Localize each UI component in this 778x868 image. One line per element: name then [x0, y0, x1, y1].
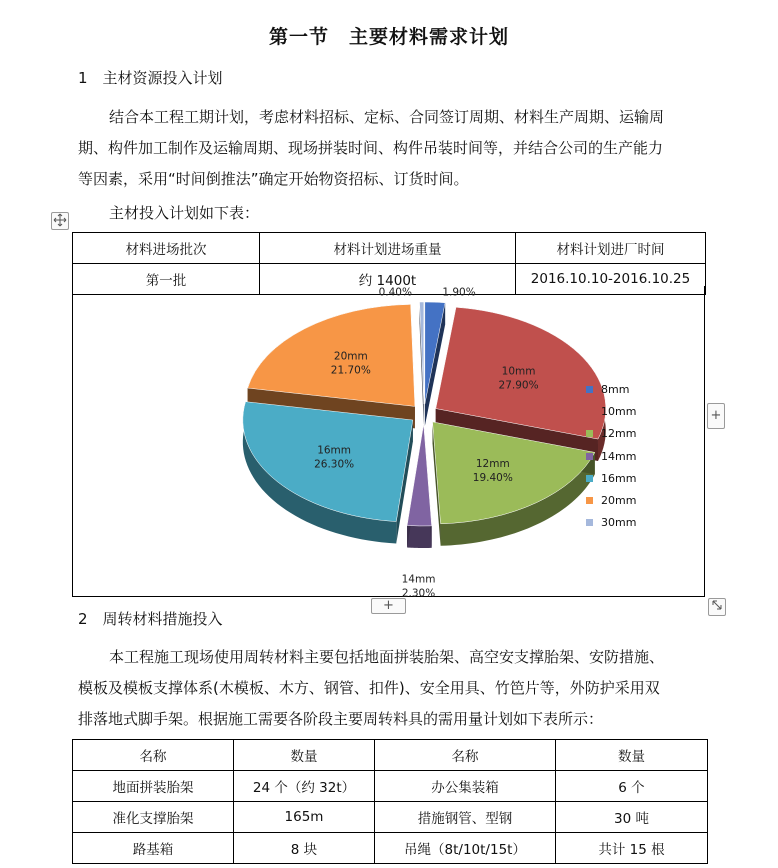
- table-cell[interactable]: 6 个: [556, 771, 708, 802]
- table-cell[interactable]: 30 吨: [556, 802, 708, 833]
- legend-label: 16mm: [601, 471, 637, 485]
- legend-swatch: [586, 386, 593, 393]
- pie-slice-16mm[interactable]: [243, 402, 413, 544]
- slice-label-category: 12mm: [475, 457, 510, 470]
- table-cell[interactable]: 第一批: [73, 264, 260, 295]
- legend-item-12mm: [586, 423, 636, 445]
- table-header-row: [73, 740, 708, 771]
- page-title: 第一节 主要材料需求计划: [268, 26, 509, 48]
- legend-swatch: [586, 453, 593, 460]
- legend-swatch: [586, 430, 593, 437]
- table-cell[interactable]: 地面拼装胎架: [73, 771, 234, 802]
- slice-label-category: 10mm: [501, 365, 536, 378]
- table-cell[interactable]: 路基箱: [73, 833, 234, 864]
- section1-line-2: 期、构件加工制作及运输周期、现场拼装时间、构件吊装时间等，并结合公司的生产能力: [78, 139, 664, 157]
- table-cell[interactable]: 准化支撑胎架: [73, 802, 234, 833]
- move-icon: [53, 213, 67, 227]
- table-header-cell[interactable]: 数量: [556, 740, 708, 771]
- legend-label: 20mm: [601, 494, 637, 508]
- table-cell[interactable]: 8 块: [234, 833, 375, 864]
- slice-label-category: 14mm: [401, 573, 436, 586]
- section1-paragraph: [78, 102, 718, 195]
- table-move-handle[interactable]: [51, 212, 69, 230]
- legend-label: 14mm: [601, 449, 637, 463]
- add-column-button[interactable]: +: [707, 403, 725, 429]
- section1-heading: 1 主材资源投入计划: [78, 69, 223, 87]
- table-header-cell[interactable]: 名称: [375, 740, 556, 771]
- legend-item-10mm: [586, 400, 636, 422]
- slice-label-value: 19.40%: [472, 471, 513, 484]
- table-header-row: [73, 233, 706, 264]
- section2-line-3: 排落地式脚手架。根据施工需要各阶段主要周转料具的需用量计划如下表所示：: [78, 710, 604, 728]
- add-row-button[interactable]: +: [371, 598, 406, 614]
- legend-item-8mm: [586, 378, 636, 400]
- table-cell[interactable]: 24 个（约 32t）: [234, 771, 375, 802]
- table-cell[interactable]: 165m: [234, 802, 375, 833]
- table-header-cell[interactable]: 材料进场批次: [73, 233, 260, 264]
- legend-swatch: [586, 497, 593, 504]
- legend-item-14mm: [586, 445, 636, 467]
- table-row: [73, 771, 708, 802]
- legend-swatch: [586, 408, 593, 415]
- section2-line-1: 本工程施工现场使用周转材料主要包括地面拼装胎架、高空安支撑胎架、安防措施、: [109, 648, 665, 666]
- chart-legend: [586, 378, 636, 534]
- slice-label-value: 1.90%: [442, 286, 476, 299]
- section2-heading: 2 周转材料措施投入: [78, 610, 223, 628]
- table-cell[interactable]: 约 1400t: [260, 264, 516, 295]
- table-cell[interactable]: 2016.10.10-2016.10.25: [516, 264, 706, 295]
- turnover-materials-table: [72, 739, 708, 864]
- pie-slice-30mm[interactable]: [420, 302, 424, 426]
- slice-label-category: 20mm: [333, 350, 368, 363]
- slice-label-value: 26.30%: [314, 458, 355, 471]
- section2-line-2: 模板及模板支撑体系(木模板、木方、钢管、扣件)、安全用具、竹笆片等，外防护采用双: [78, 679, 660, 697]
- slice-label-value: 21.70%: [330, 364, 371, 377]
- table-header-cell[interactable]: 数量: [234, 740, 375, 771]
- legend-label: 10mm: [601, 404, 637, 418]
- legend-swatch: [586, 519, 593, 526]
- legend-label: 8mm: [601, 382, 630, 396]
- section1-line-1: 结合本工程工期计划，考虑材料招标、定标、合同签订周期、材料生产周期、运输周: [109, 108, 665, 126]
- table-header-cell[interactable]: 材料计划进场重量: [260, 233, 516, 264]
- legend-item-16mm: [586, 467, 636, 489]
- section2-paragraph: [78, 642, 718, 735]
- resize-icon: [711, 599, 723, 611]
- slice-label-category: 16mm: [317, 444, 352, 457]
- legend-label: 30mm: [601, 516, 637, 530]
- legend-label: 12mm: [601, 427, 637, 441]
- slice-label-value: 0.40%: [378, 286, 412, 299]
- section1-line-3: 等因素，采用“时间倒推法”确定开始物资招标、订货时间。: [78, 170, 469, 188]
- table1-intro: 主材投入计划如下表：: [109, 204, 260, 222]
- table-header-cell[interactable]: 材料计划进厂时间: [516, 233, 706, 264]
- slice-label-value: 27.90%: [498, 379, 539, 392]
- legend-swatch: [586, 475, 593, 482]
- slice-label-value: 2.30%: [401, 587, 436, 597]
- resize-handle[interactable]: [708, 598, 726, 616]
- table-header-cell[interactable]: 名称: [73, 740, 234, 771]
- table-cell[interactable]: 办公集装箱: [375, 771, 556, 802]
- legend-item-20mm: [586, 489, 636, 511]
- table-cell[interactable]: 吊绳（8t/10t/15t）: [375, 833, 556, 864]
- table-row: [73, 833, 708, 864]
- table-cell[interactable]: 共计 15 根: [556, 833, 708, 864]
- legend-item-30mm: [586, 512, 636, 534]
- table-row: [73, 802, 708, 833]
- table-cell[interactable]: 措施钢管、型钢: [375, 802, 556, 833]
